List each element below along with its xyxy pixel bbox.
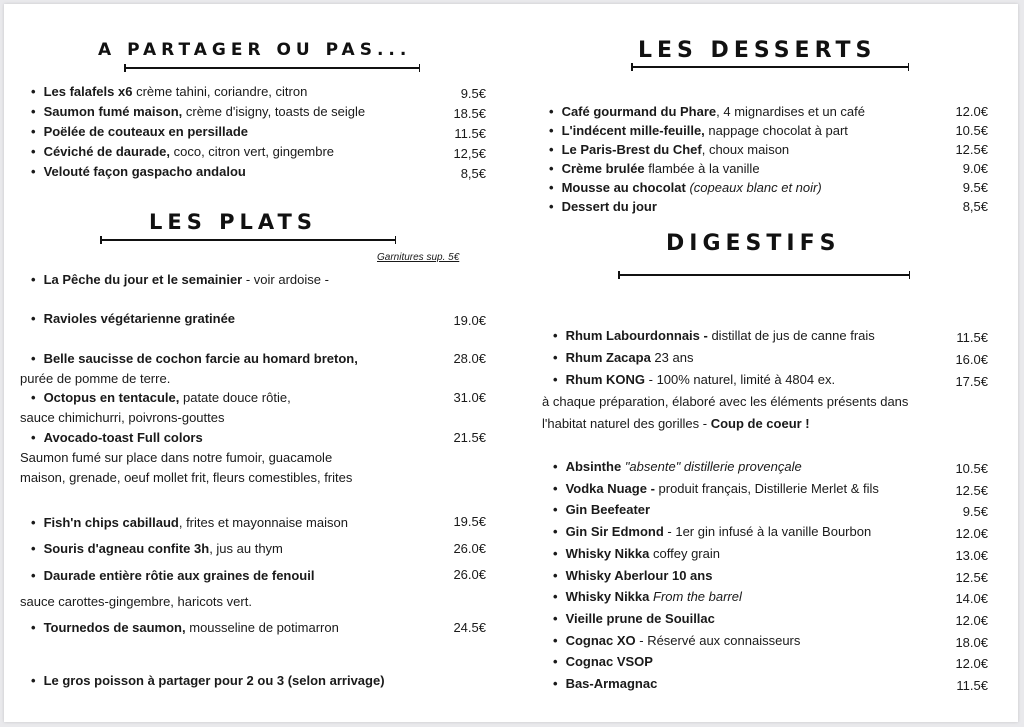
menu-item: • Daurade entière rôtie aux graines de fenouil xyxy=(31,568,315,583)
menu-item: • Rhum Zacapa 23 ans xyxy=(553,350,694,365)
item-price: 12.0€ xyxy=(955,613,988,628)
item-price: 8,5€ xyxy=(460,166,486,181)
item-price: 12.0€ xyxy=(955,656,988,671)
menu-item: • Velouté façon gaspacho andalou xyxy=(31,164,246,179)
menu-item: • La Pêche du jour et le semainier - voir ardoise - xyxy=(31,272,329,287)
menu-item: • Cognac VSOP xyxy=(553,654,653,669)
menu-item: • Mousse au chocolat (copeaux blanc et noir) xyxy=(549,180,822,195)
item-price: 17.5€ xyxy=(955,374,988,389)
item-price: 24.5€ xyxy=(453,620,486,635)
menu-item: • Ravioles végétarienne gratinée xyxy=(31,311,236,326)
menu-item: • Dessert du jour xyxy=(549,199,657,214)
item-price: 9.5€ xyxy=(962,180,988,195)
menu-item: • Vodka Nuage - produit français, Distillerie Merlet & fils xyxy=(553,481,879,496)
menu-item: • Gin Beefeater xyxy=(553,502,651,517)
item-price: 12.0€ xyxy=(955,526,988,541)
item-price: 12,5€ xyxy=(453,146,486,161)
menu-item: • Vieille prune de Souillac xyxy=(553,611,715,626)
item-price: 8,5€ xyxy=(962,199,988,214)
menu-item: • Belle saucisse de cochon farcie au homard breton, xyxy=(31,351,358,366)
section-title-digestifs: DIGESTIFS xyxy=(666,231,841,256)
menu-item: • Tournedos de saumon, mousseline de potimarron xyxy=(31,620,339,635)
menu-item: • L'indécent mille-feuille, nappage chocolat à part xyxy=(549,123,848,138)
item-price: 19.5€ xyxy=(453,514,486,529)
item-description: maison, grenade, oeuf mollet frit, fleurs comestibles, frites xyxy=(20,470,353,485)
menu-item: • Café gourmand du Phare, 4 mignardises et un café xyxy=(549,104,865,119)
item-price: 9.0€ xyxy=(962,161,988,176)
item-price: 12.5€ xyxy=(955,570,988,585)
menu-item: • Cognac XO - Réservé aux connaisseurs xyxy=(553,633,801,648)
item-description: purée de pomme de terre. xyxy=(20,371,171,386)
item-price: 10.5€ xyxy=(955,461,988,476)
item-price: 12.0€ xyxy=(955,104,988,119)
menu-item: • Céviché de daurade, coco, citron vert, gingembre xyxy=(31,144,335,159)
item-price: 11.5€ xyxy=(454,126,486,141)
menu-item: • Whisky Aberlour 10 ans xyxy=(553,568,713,583)
menu-item: • Rhum Labourdonnais - distillat de jus de canne frais xyxy=(553,328,875,343)
menu-item: • Saumon fumé maison, crème d'isigny, toasts de seigle xyxy=(31,104,366,119)
menu-item: • Avocado-toast Full colors xyxy=(31,430,203,445)
item-description: sauce carottes-gingembre, haricots vert. xyxy=(20,594,252,609)
menu-item: • Rhum KONG - 100% naturel, limité à 4804 ex. xyxy=(553,372,836,387)
item-price: 11.5€ xyxy=(956,678,988,693)
menu-page xyxy=(4,4,1018,722)
item-price: 9.5€ xyxy=(460,86,486,101)
menu-item: • Fish'n chips cabillaud, frites et mayonnaise maison xyxy=(31,515,348,530)
menu-item: • Whisky Nikka From the barrel xyxy=(553,589,742,604)
title-divider xyxy=(100,239,396,241)
menu-item: • Gin Sir Edmond - 1er gin infusé à la vanille Bourbon xyxy=(553,524,872,539)
menu-item: • Le Paris-Brest du Chef, choux maison xyxy=(549,142,790,157)
menu-item: • Whisky Nikka coffey grain xyxy=(553,546,720,561)
menu-item: • Le gros poisson à partager pour 2 ou 3 (selon arrivage) xyxy=(31,673,385,688)
item-price: 14.0€ xyxy=(955,591,988,606)
item-price: 18.5€ xyxy=(453,106,486,121)
item-price: 10.5€ xyxy=(955,123,988,138)
item-price: 16.0€ xyxy=(955,352,988,367)
item-description: sauce chimichurri, poivrons-gouttes xyxy=(20,410,225,425)
item-price: 12.5€ xyxy=(955,142,988,157)
menu-item: • Octopus en tentacule, patate douce rôtie, xyxy=(31,390,291,405)
item-price: 21.5€ xyxy=(453,430,486,445)
item-description: Saumon fumé sur place dans notre fumoir, guacamole xyxy=(20,450,333,465)
item-price: 26.0€ xyxy=(453,541,486,556)
section-title-les-plats: LES PLATS xyxy=(149,210,318,234)
title-divider xyxy=(631,66,909,68)
item-price: 28.0€ xyxy=(453,351,486,366)
item-description: à chaque préparation, élaboré avec les éléments présents dans xyxy=(542,394,909,409)
item-price: 11.5€ xyxy=(956,330,988,345)
menu-item: • Crème brulée flambée à la vanille xyxy=(549,161,760,176)
item-price: 13.0€ xyxy=(955,548,988,563)
title-divider xyxy=(124,67,420,69)
section-title-a-partager: A PARTAGER OU PAS... xyxy=(98,40,412,60)
item-price: 19.0€ xyxy=(453,313,486,328)
item-description: l'habitat naturel des gorilles - Coup de coeur ! xyxy=(542,416,810,431)
garnitures-note: Garnitures sup. 5€ xyxy=(377,252,460,263)
item-price: 9.5€ xyxy=(962,504,988,519)
item-price: 31.0€ xyxy=(453,390,486,405)
menu-item: • Poëlée de couteaux en persillade xyxy=(31,124,249,139)
menu-item: • Bas-Armagnac xyxy=(553,676,658,691)
title-divider xyxy=(618,274,910,276)
section-title-les-desserts: LES DESSERTS xyxy=(638,38,877,63)
item-price: 12.5€ xyxy=(955,483,988,498)
item-price: 26.0€ xyxy=(453,567,486,582)
menu-item: • Les falafels x6 crème tahini, coriandre, citron xyxy=(31,84,308,99)
menu-item: • Souris d'agneau confite 3h, jus au thym xyxy=(31,541,283,556)
item-price: 18.0€ xyxy=(955,635,988,650)
menu-item: • Absinthe "absente" distillerie provençale xyxy=(553,459,802,474)
